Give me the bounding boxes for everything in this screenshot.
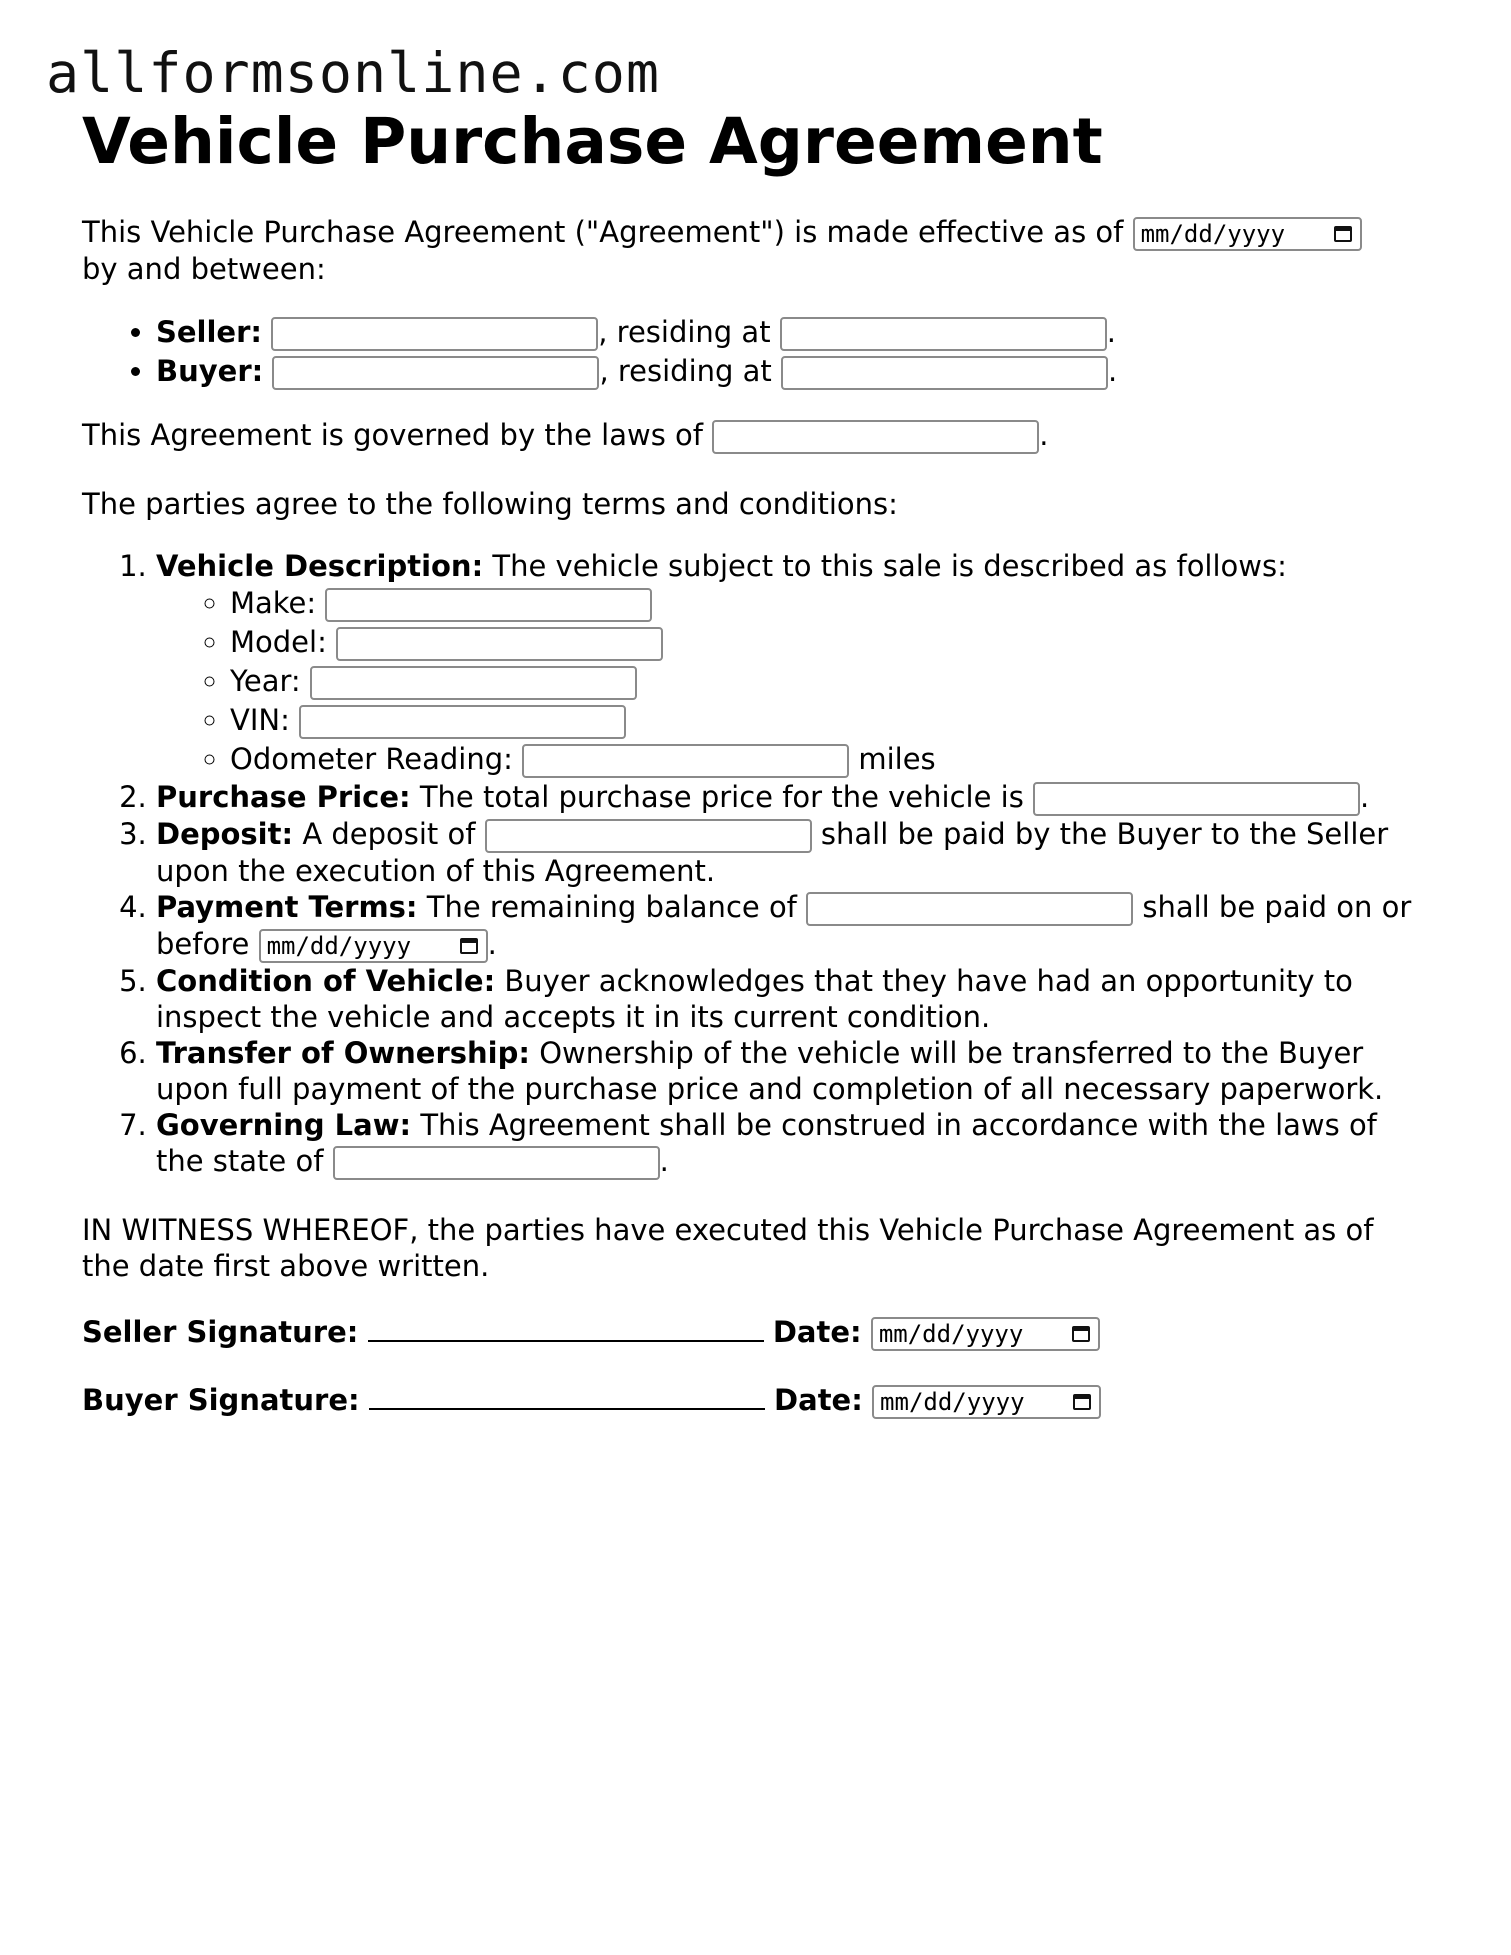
payment-date-input[interactable] [259,929,488,963]
calendar-icon[interactable] [1073,1394,1091,1410]
term-end: . [659,1144,669,1178]
terms-list [82,548,1412,1180]
parties-list [82,313,1412,391]
term-text: A deposit of [302,817,476,851]
seller-signature-label: Seller Signature: [82,1315,359,1349]
term-end: . [1360,780,1370,814]
buyer-line [156,352,1412,391]
watermark-text: allformsonline.com [46,41,661,105]
vehicle-details-list [156,584,1412,779]
odometer-input[interactable] [522,744,849,778]
year-item [230,662,1412,701]
governing-law-state-input[interactable] [333,1146,660,1180]
term-label: Condition of Vehicle: [156,964,496,998]
date-label: Date: [774,1383,863,1417]
intro-paragraph [82,214,1412,287]
term-label: Governing Law: [156,1108,412,1142]
term-text: This Agreement shall be construed in accordance with the laws of the state of [156,1108,1377,1178]
term-end: . [487,927,497,961]
deposit-input[interactable] [485,819,812,853]
term-label: Deposit: [156,817,294,851]
term-deposit [156,816,1412,889]
calendar-icon[interactable] [460,938,478,954]
term-governing-law [156,1107,1412,1180]
term-text: Buyer acknowledges that they have had an opportunity to inspect the vehicle and accepts it in its current condition. [156,964,1353,1034]
intro-text-after: by and between: [82,252,326,286]
seller-name-input[interactable] [271,317,598,351]
governed-end: . [1039,418,1049,452]
buyer-signature-line [82,1378,1412,1420]
term-text: The remaining balance of [426,890,797,924]
seller-signature-field[interactable] [368,1310,764,1342]
date-placeholder: mm/dd/yyyy [878,1320,1024,1348]
term-condition [156,963,1412,1035]
intro-text: This Vehicle Purchase Agreement ("Agreement") is made effective as of [82,215,1124,249]
term-label: Vehicle Description: [156,549,484,583]
seller-address-input[interactable] [780,317,1107,351]
document-page [82,105,1412,1446]
term-purchase-price [156,779,1412,816]
model-item [230,623,1412,662]
term-text: The total purchase price for the vehicle is [419,780,1024,814]
seller-signature-line [82,1310,1412,1352]
term-label: Purchase Price: [156,780,411,814]
term-label: Transfer of Ownership: [156,1036,530,1070]
purchase-price-input[interactable] [1033,782,1360,816]
miles-unit: miles [858,742,936,776]
buyer-residing-text: , residing at [599,354,772,388]
seller-residing-text: , residing at [598,315,771,349]
term-text-after: shall be paid by the Buyer to the Seller upon the execution of this Agreement. [156,817,1389,888]
term-label: Payment Terms: [156,890,418,924]
buyer-address-input[interactable] [781,356,1108,390]
vin-label: VIN: [230,703,290,737]
term-transfer [156,1035,1412,1107]
year-label: Year: [230,664,301,698]
make-label: Make: [230,586,317,620]
buyer-label: Buyer: [156,354,264,388]
witness-paragraph: IN WITNESS WHEREOF, the parties have executed this Vehicle Purchase Agreement as of the date first above written. [82,1213,1374,1283]
model-input[interactable] [336,627,663,661]
buyer-signature-label: Buyer Signature: [82,1383,360,1417]
governed-text: This Agreement is governed by the laws of [82,418,703,452]
date-placeholder: mm/dd/yyyy [880,1388,1025,1416]
model-label: Model: [230,625,327,659]
seller-end: . [1106,315,1117,349]
odometer-label: Odometer Reading: [230,742,513,776]
governed-paragraph [82,417,1412,454]
date-label: Date: [772,1315,862,1349]
year-input[interactable] [310,666,637,700]
term-vehicle-description [156,548,1412,779]
governing-state-input[interactable] [712,420,1039,454]
terms-intro: The parties agree to the following terms and conditions: [82,487,898,521]
page-title: Vehicle Purchase Agreement [82,105,1103,178]
vin-input[interactable] [299,705,626,739]
date-placeholder: mm/dd/yyyy [266,932,412,960]
buyer-signature-field[interactable] [369,1378,765,1410]
term-text: The vehicle subject to this sale is described as follows: [492,549,1287,583]
seller-date-input[interactable] [871,1317,1100,1351]
make-input[interactable] [325,588,652,622]
seller-line [156,313,1412,352]
buyer-date-input[interactable] [872,1385,1101,1419]
date-placeholder: mm/dd/yyyy [1140,220,1286,248]
buyer-name-input[interactable] [272,356,599,390]
calendar-icon[interactable] [1072,1326,1090,1342]
vin-item [230,701,1412,740]
term-text-after: shall be paid on or before [156,890,1412,961]
seller-label: Seller: [156,315,263,349]
calendar-icon[interactable] [1334,226,1352,242]
make-item [230,584,1412,623]
term-text: Ownership of the vehicle will be transferred to the Buyer upon full payment of the purchase price and completion of all necessary paperwork. [156,1036,1384,1106]
odometer-item [230,740,1412,779]
remaining-balance-input[interactable] [806,892,1133,926]
buyer-end: . [1108,354,1118,388]
term-payment [156,889,1412,963]
effective-date-input[interactable] [1133,217,1362,251]
